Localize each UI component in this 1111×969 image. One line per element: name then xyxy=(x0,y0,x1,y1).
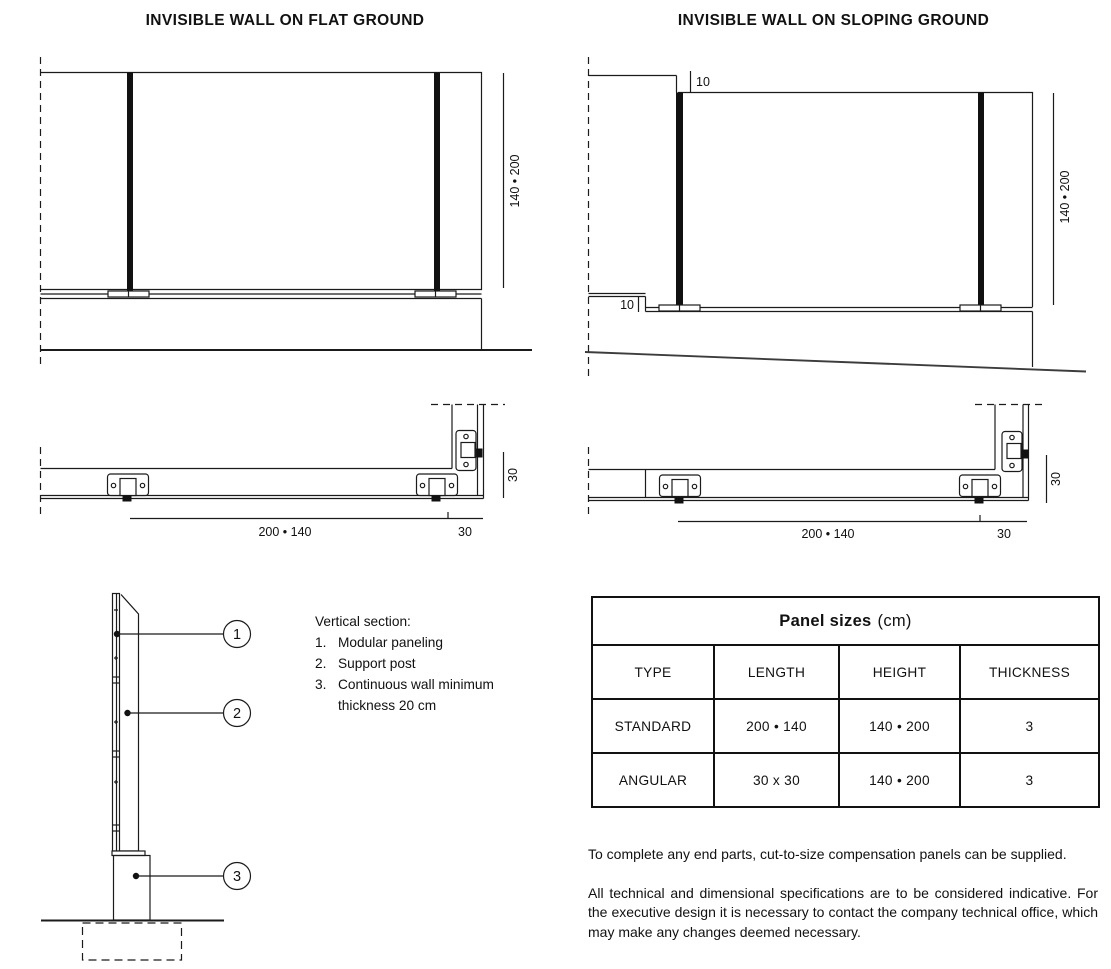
elevation-sloping-drawing xyxy=(555,55,1111,390)
support-post xyxy=(676,93,683,306)
section-legend xyxy=(315,611,537,716)
table-cell: 3 xyxy=(959,752,1098,806)
height-dimension-label: 140 • 200 xyxy=(1058,170,1072,224)
post-socket xyxy=(120,479,136,496)
legend-title: Vertical section: xyxy=(315,614,411,629)
elevation-flat-drawing xyxy=(0,55,555,390)
return-dimension-label: 30 xyxy=(458,525,472,539)
glass-clamp xyxy=(1022,450,1029,459)
legend-item-number: 2. xyxy=(315,656,327,671)
support-post-profile xyxy=(120,595,139,852)
table-cell: 140 • 200 xyxy=(838,752,959,806)
glass-clamp xyxy=(123,496,132,502)
callout-number-3: 3 xyxy=(232,869,242,885)
glass-panel-outline xyxy=(41,73,482,290)
column-header: HEIGHT xyxy=(838,644,959,698)
title-flat-ground: INVISIBLE WALL ON FLAT GROUND xyxy=(145,12,425,29)
elevation-flat-lines xyxy=(40,57,532,365)
elevation-sloping-lines xyxy=(585,57,1086,377)
post-socket xyxy=(972,480,988,497)
plan-sloping-lines xyxy=(589,405,1047,522)
table-cell: 3 xyxy=(959,698,1098,752)
support-post xyxy=(978,93,984,306)
length-dimension-label: 200 • 140 xyxy=(258,525,312,539)
legend-item-label: Modular paneling xyxy=(338,635,444,650)
note-specifications: All technical and dimensional specifications are to be considered indicative. For the executive design it is necessary to contact the company technical office, which may make any changes deemed necessary. xyxy=(588,884,1098,940)
depth-dimension-label: 30 xyxy=(1049,472,1063,486)
panel-sizes-table xyxy=(591,596,1100,808)
plan-flat-drawing xyxy=(0,395,555,560)
top-offset-label: 10 xyxy=(696,75,710,89)
column-header: THICKNESS xyxy=(959,644,1098,698)
support-post xyxy=(127,73,133,293)
vertical-section-drawing xyxy=(30,580,320,969)
column-header: LENGTH xyxy=(713,644,838,698)
depth-dimension-label: 30 xyxy=(506,468,520,482)
support-post xyxy=(434,73,440,293)
note-compensation-panels: To complete any end parts, cut-to-size compensation panels can be supplied. xyxy=(588,846,1067,862)
post-socket xyxy=(672,480,688,497)
legend-item-number: 3. xyxy=(315,677,327,692)
bottom-offset-label: 10 xyxy=(620,298,634,312)
glass-clamp xyxy=(975,498,984,504)
legend-item xyxy=(315,632,537,653)
continuous-wall xyxy=(114,856,151,921)
post-base-plate xyxy=(112,851,145,856)
plan-sloping-drawing xyxy=(555,395,1111,560)
vertical-section-lines xyxy=(41,594,251,961)
return-dimension-label: 30 xyxy=(997,527,1011,541)
length-dimension-label: 200 • 140 xyxy=(801,527,855,541)
sloping-ground-line xyxy=(585,352,1086,372)
table-title xyxy=(593,598,1098,644)
table-cell: 140 • 200 xyxy=(838,698,959,752)
post-socket xyxy=(1007,444,1021,459)
post-socket xyxy=(429,479,445,496)
legend-item-number: 1. xyxy=(315,635,327,650)
plan-flat-lines xyxy=(41,405,506,519)
height-dimension-label: 140 • 200 xyxy=(508,154,522,208)
legend-item xyxy=(315,674,537,716)
foundation-outline xyxy=(83,923,182,960)
legend-item xyxy=(315,653,537,674)
column-header: TYPE xyxy=(593,644,713,698)
title-sloping-ground: INVISIBLE WALL ON SLOPING GROUND xyxy=(677,12,990,29)
table-title-text: Panel sizes xyxy=(779,611,872,630)
legend-item-label: Continuous wall minimum thickness 20 cm xyxy=(338,677,494,713)
table-cell: 200 • 140 xyxy=(713,698,838,752)
glass-clamp xyxy=(477,449,483,458)
post-socket xyxy=(461,443,475,458)
legend-item-label: Support post xyxy=(338,656,416,671)
glass-clamp xyxy=(675,498,684,504)
table-cell: 30 x 30 xyxy=(713,752,838,806)
table-cell: ANGULAR xyxy=(593,752,713,806)
callout-number-1: 1 xyxy=(232,627,242,643)
callout-number-2: 2 xyxy=(232,706,242,722)
glass-clamp xyxy=(432,496,441,502)
table-cell: STANDARD xyxy=(593,698,713,752)
table-title-unit: (cm) xyxy=(877,611,912,630)
notes-block xyxy=(588,845,1098,961)
